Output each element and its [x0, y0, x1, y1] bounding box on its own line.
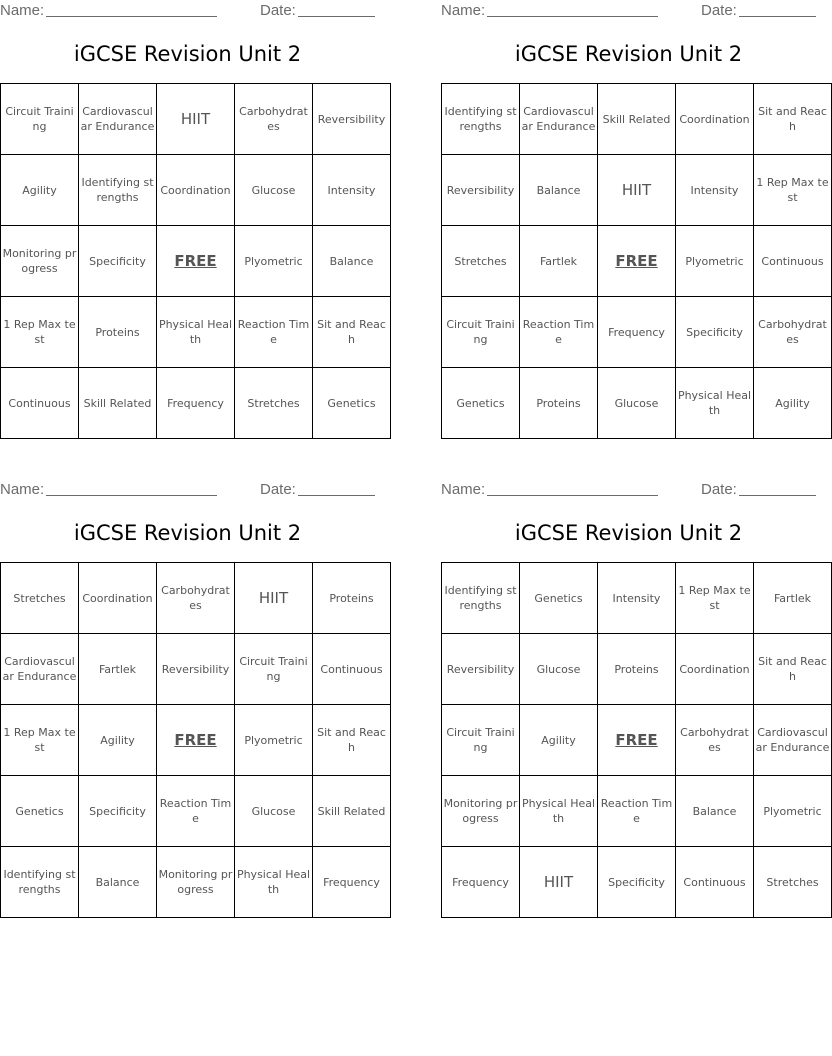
- grid-cell: Monitoring progress: [1, 226, 79, 297]
- name-date-bar: [441, 479, 816, 501]
- grid-cell: Coordination: [676, 634, 754, 705]
- card-title: iGCSE Revision Unit 2: [73, 42, 302, 66]
- grid-cell: 1 Rep Max test: [676, 563, 754, 634]
- grid-row: [1, 84, 391, 155]
- name-line: [487, 495, 658, 496]
- grid-cell: Identifying strengths: [442, 563, 520, 634]
- grid-cell: Fartlek: [520, 226, 598, 297]
- grid-cell: Agility: [754, 368, 832, 439]
- grid-cell: Circuit Training: [442, 297, 520, 368]
- grid-cell: Proteins: [313, 563, 391, 634]
- date-line: [739, 16, 816, 17]
- grid-cell: Skill Related: [313, 776, 391, 847]
- bingo-card: [0, 479, 386, 914]
- grid-cell: HIIT: [235, 563, 313, 634]
- grid-cell: Carbohydrates: [754, 297, 832, 368]
- grid-row: [442, 705, 832, 776]
- grid-cell: Cardiovascular Endurance: [1, 634, 79, 705]
- grid-cell: Sit and Reach: [754, 84, 832, 155]
- bingo-card: [0, 0, 386, 435]
- grid-cell: Continuous: [1, 368, 79, 439]
- grid-cell: Physical Health: [676, 368, 754, 439]
- grid-cell: Physical Health: [157, 297, 235, 368]
- grid-cell: Reaction Time: [235, 297, 313, 368]
- grid-cell: Sit and Reach: [754, 634, 832, 705]
- grid-cell: Circuit Training: [235, 634, 313, 705]
- grid-row: [442, 226, 832, 297]
- grid-cell: Continuous: [754, 226, 832, 297]
- grid-cell: Genetics: [313, 368, 391, 439]
- name-date-bar: [441, 0, 816, 22]
- grid-cell: Specificity: [676, 297, 754, 368]
- grid-cell: Proteins: [520, 368, 598, 439]
- grid-cell: Physical Health: [520, 776, 598, 847]
- grid-cell: 1 Rep Max test: [754, 155, 832, 226]
- grid-cell: Monitoring progress: [157, 847, 235, 918]
- grid-cell: Carbohydrates: [157, 563, 235, 634]
- grid-cell: Identifying strengths: [442, 84, 520, 155]
- date-label: Date:: [701, 481, 737, 498]
- grid-cell: Reversibility: [313, 84, 391, 155]
- grid-row: [442, 368, 832, 439]
- grid-cell: Continuous: [313, 634, 391, 705]
- grid-row: [1, 776, 391, 847]
- grid-cell: Coordination: [157, 155, 235, 226]
- grid-cell: Proteins: [598, 634, 676, 705]
- grid-cell: Plyometric: [754, 776, 832, 847]
- bingo-grid: [0, 83, 391, 439]
- card-title: iGCSE Revision Unit 2: [73, 521, 302, 545]
- grid-cell: Agility: [79, 705, 157, 776]
- date-line: [298, 495, 375, 496]
- grid-cell: Agility: [1, 155, 79, 226]
- grid-cell: Frequency: [157, 368, 235, 439]
- grid-cell: Identifying strengths: [79, 155, 157, 226]
- grid-cell: Coordination: [676, 84, 754, 155]
- grid-cell: Glucose: [598, 368, 676, 439]
- grid-cell: HIIT: [520, 847, 598, 918]
- date-label: Date:: [260, 481, 296, 498]
- grid-cell: Stretches: [754, 847, 832, 918]
- free-space: FREE: [157, 226, 235, 297]
- grid-cell: Stretches: [442, 226, 520, 297]
- grid-cell: Plyometric: [235, 705, 313, 776]
- grid-row: [1, 634, 391, 705]
- grid-cell: Sit and Reach: [313, 705, 391, 776]
- grid-cell: Carbohydrates: [235, 84, 313, 155]
- grid-cell: Frequency: [313, 847, 391, 918]
- grid-cell: Identifying strengths: [1, 847, 79, 918]
- grid-cell: Circuit Training: [1, 84, 79, 155]
- grid-cell: Sit and Reach: [313, 297, 391, 368]
- grid-cell: Genetics: [520, 563, 598, 634]
- grid-row: [442, 776, 832, 847]
- grid-row: [442, 84, 832, 155]
- grid-cell: Glucose: [235, 155, 313, 226]
- grid-cell: Balance: [79, 847, 157, 918]
- grid-cell: Intensity: [313, 155, 391, 226]
- grid-cell: Glucose: [520, 634, 598, 705]
- grid-row: [442, 297, 832, 368]
- grid-cell: Plyometric: [676, 226, 754, 297]
- grid-cell: Cardiovascular Endurance: [79, 84, 157, 155]
- grid-cell: Reaction Time: [157, 776, 235, 847]
- grid-cell: Reaction Time: [598, 776, 676, 847]
- grid-cell: Stretches: [1, 563, 79, 634]
- name-line: [487, 16, 658, 17]
- grid-cell: HIIT: [598, 155, 676, 226]
- bingo-grid: [441, 562, 832, 918]
- grid-row: [1, 155, 391, 226]
- grid-cell: Genetics: [442, 368, 520, 439]
- free-space: FREE: [598, 226, 676, 297]
- grid-row: [1, 847, 391, 918]
- grid-cell: Plyometric: [235, 226, 313, 297]
- grid-cell: Cardiovascular Endurance: [520, 84, 598, 155]
- name-label: Name:: [0, 481, 45, 498]
- name-line: [46, 495, 217, 496]
- grid-cell: Skill Related: [79, 368, 157, 439]
- grid-cell: HIIT: [157, 84, 235, 155]
- free-space: FREE: [157, 705, 235, 776]
- grid-row: [1, 563, 391, 634]
- name-label: Name:: [0, 2, 45, 19]
- grid-cell: Monitoring progress: [442, 776, 520, 847]
- grid-cell: Reversibility: [442, 155, 520, 226]
- card-title: iGCSE Revision Unit 2: [514, 42, 743, 66]
- bingo-card: [441, 479, 830, 914]
- grid-row: [1, 368, 391, 439]
- grid-cell: Intensity: [676, 155, 754, 226]
- grid-cell: Reaction Time: [520, 297, 598, 368]
- bingo-grid: [441, 83, 832, 439]
- grid-cell: Specificity: [598, 847, 676, 918]
- name-label: Name:: [441, 481, 486, 498]
- free-space: FREE: [598, 705, 676, 776]
- grid-cell: Coordination: [79, 563, 157, 634]
- name-date-bar: [0, 0, 375, 22]
- grid-cell: Frequency: [598, 297, 676, 368]
- name-date-bar: [0, 479, 375, 501]
- grid-cell: Fartlek: [79, 634, 157, 705]
- date-label: Date:: [260, 2, 296, 19]
- grid-row: [442, 563, 832, 634]
- grid-cell: Fartlek: [754, 563, 832, 634]
- grid-cell: Glucose: [235, 776, 313, 847]
- grid-row: [1, 226, 391, 297]
- grid-cell: Proteins: [79, 297, 157, 368]
- grid-row: [442, 847, 832, 918]
- grid-row: [1, 705, 391, 776]
- grid-cell: Specificity: [79, 776, 157, 847]
- grid-cell: Continuous: [676, 847, 754, 918]
- name-label: Name:: [441, 2, 486, 19]
- grid-cell: Balance: [520, 155, 598, 226]
- grid-cell: Circuit Training: [442, 705, 520, 776]
- bingo-grid: [0, 562, 391, 918]
- grid-cell: Genetics: [1, 776, 79, 847]
- grid-cell: Stretches: [235, 368, 313, 439]
- grid-cell: Cardiovascular Endurance: [754, 705, 832, 776]
- grid-cell: 1 Rep Max test: [1, 297, 79, 368]
- date-label: Date:: [701, 2, 737, 19]
- grid-cell: Frequency: [442, 847, 520, 918]
- grid-cell: Balance: [313, 226, 391, 297]
- grid-cell: Skill Related: [598, 84, 676, 155]
- grid-cell: Specificity: [79, 226, 157, 297]
- date-line: [739, 495, 816, 496]
- grid-cell: Agility: [520, 705, 598, 776]
- name-line: [46, 16, 217, 17]
- grid-cell: Reversibility: [157, 634, 235, 705]
- card-title: iGCSE Revision Unit 2: [514, 521, 743, 545]
- grid-cell: 1 Rep Max test: [1, 705, 79, 776]
- bingo-card: [441, 0, 829, 435]
- grid-row: [442, 155, 832, 226]
- grid-cell: Intensity: [598, 563, 676, 634]
- grid-row: [1, 297, 391, 368]
- grid-cell: Balance: [676, 776, 754, 847]
- grid-cell: Physical Health: [235, 847, 313, 918]
- date-line: [298, 16, 375, 17]
- grid-cell: Reversibility: [442, 634, 520, 705]
- grid-cell: Carbohydrates: [676, 705, 754, 776]
- grid-row: [442, 634, 832, 705]
